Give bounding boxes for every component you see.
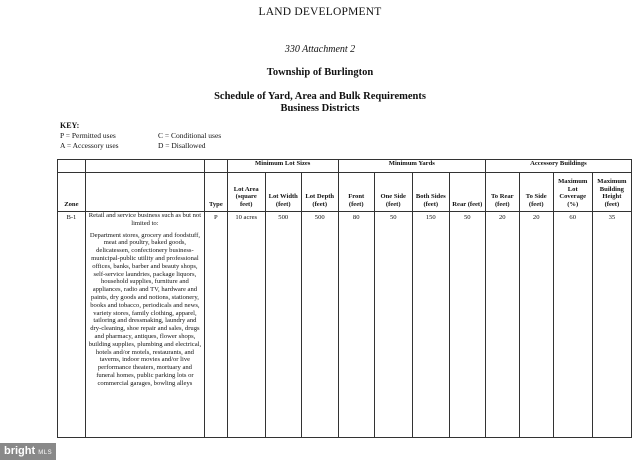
key-item: A = Accessory uses [60,141,119,150]
cell-lot-depth: 500 [301,212,338,438]
col-use [85,173,204,212]
document-title: LAND DEVELOPMENT [258,6,382,18]
col-front: Front (feet) [338,173,374,212]
column-header-row [58,173,632,212]
key-item: D = Disallowed [158,141,206,150]
use-title: Retail and service business such as but not limited to: [88,212,202,227]
key-title: KEY: [60,121,80,130]
cell-both-sides: 150 [412,212,449,438]
watermark-brand: bright [4,445,36,457]
group-min-yards: Minimum Yards [338,160,485,173]
col-max-coverage: Maximum Lot Coverage (%) [553,173,592,212]
group-accessory: Accessory Buildings [485,160,631,173]
key-row [60,131,221,141]
blank-header [85,160,204,173]
cell-zone: B-1 [58,212,86,438]
group-min-lot: Minimum Lot Sizes [227,160,338,173]
col-to-side: To Side (feet) [519,173,553,212]
cell-max-coverage: 60 [553,212,592,438]
key-item: P = Permitted uses [60,131,116,140]
key-row [60,141,221,151]
watermark-logo [0,443,56,460]
attachment-label: 330 Attachment 2 [284,44,356,55]
cell-one-side: 50 [374,212,412,438]
schedule-title-line1: Schedule of Yard, Area and Bulk Requirements [214,91,426,102]
cell-to-rear: 20 [485,212,519,438]
col-max-height: Maximum Building Height (feet) [592,173,631,212]
blank-header [58,160,86,173]
cell-type: P [205,212,228,438]
cell-lot-area: 10 acres [227,212,265,438]
table-row [58,212,632,438]
col-type: Type [205,173,228,212]
cell-lot-width: 500 [265,212,301,438]
col-lot-depth: Lot Depth (feet) [301,173,338,212]
cell-max-height: 35 [592,212,631,438]
township-name: Township of Burlington [266,67,374,78]
blank-header [205,160,228,173]
col-lot-width: Lot Width (feet) [265,173,301,212]
requirements-table [57,159,632,438]
schedule-title [0,91,640,115]
col-one-side: One Side (feet) [374,173,412,212]
use-list: Department stores, grocery and foodstuff, meat and poultry, baked goods, delicatessen, confectionery business-municipal-public utility and professional offices, banks, barber and beauty shops, self-service laundries, package liquors, household supplies, furniture and appliances, radio and TV, hardware and paints, dry goods and notions, stationery, books and tobacco, periodicals and news, variety stores, family clothing, apparel, tailoring and dressmaking, laundry and dry-cleaning, shoe repair and sales, drugs and pharmacy, antiques, flower shops, building supplies, plumbing and electrical, hotels and/or motels, restaurants, and taverns, indoor movies and/or live performance theaters, mortuary and funeral homes, public parking lots or commercial garages, bowling alleys [88,231,202,387]
col-zone: Zone [58,173,86,212]
cell-front: 80 [338,212,374,438]
cell-use [85,212,204,438]
key-item: C = Conditional uses [158,131,222,140]
col-to-rear: To Rear (feet) [485,173,519,212]
watermark-suffix: MLS [38,450,53,456]
cell-to-side: 20 [519,212,553,438]
col-both-sides: Both Sides (feet) [412,173,449,212]
cell-rear: 50 [449,212,485,438]
col-rear: Rear (feet) [449,173,485,212]
schedule-title-line2: Business Districts [280,103,360,114]
key-legend [60,121,221,151]
col-lot-area: Lot Area (square feet) [227,173,265,212]
group-header-row [58,160,632,173]
